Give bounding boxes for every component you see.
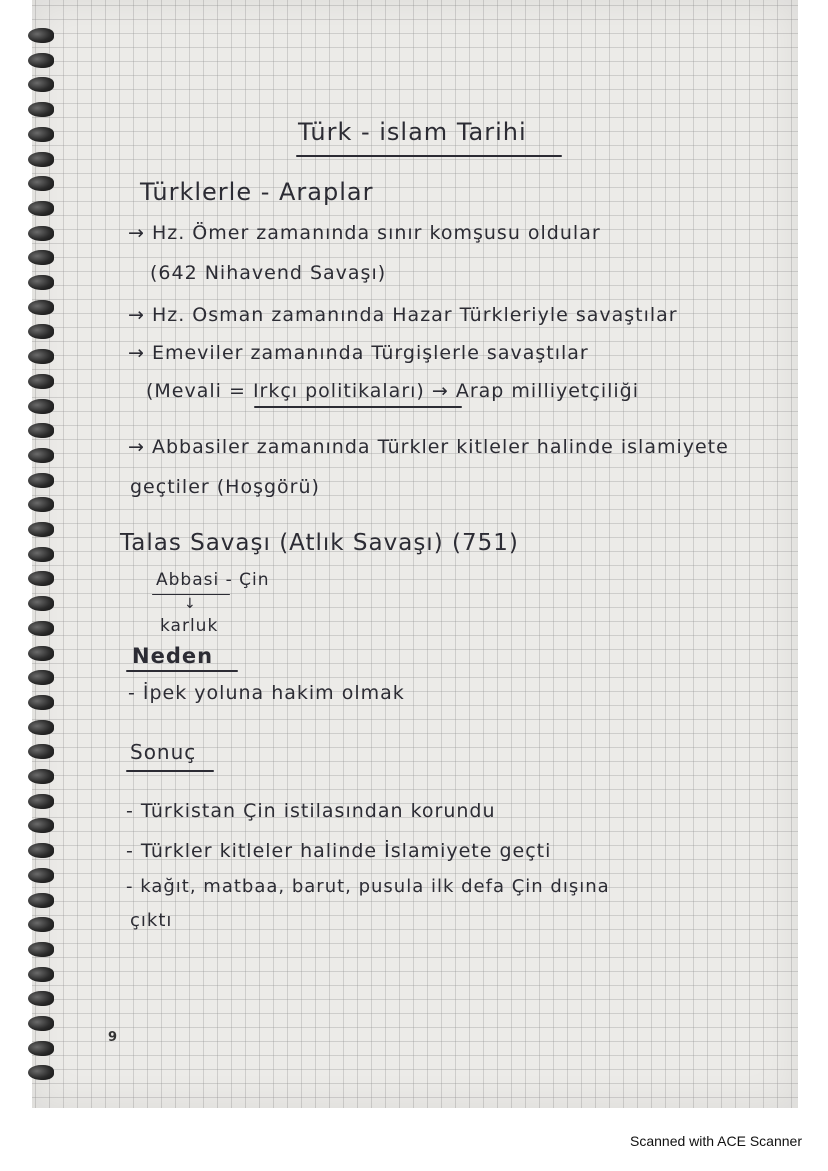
sides-bottom: karluk <box>160 616 219 636</box>
spiral-ring <box>28 868 54 883</box>
note-line: (642 Nihavend Savaşı) <box>150 262 387 284</box>
spiral-ring <box>28 720 54 735</box>
page-title: Türk - islam Tarihi <box>298 118 527 146</box>
section-heading: Türklerle - Araplar <box>140 178 374 206</box>
spiral-ring <box>28 1065 54 1080</box>
spiral-ring <box>28 571 54 586</box>
spiral-ring <box>28 1016 54 1031</box>
spiral-ring <box>28 102 54 117</box>
note-line: → Emeviler zamanında Türgişlerle savaştılar <box>128 342 589 364</box>
spiral-ring <box>28 176 54 191</box>
note-line: (Mevali = Irkçı politikaları) → Arap milliyetçiliği <box>146 380 640 402</box>
spiral-ring <box>28 77 54 92</box>
spiral-ring <box>28 744 54 759</box>
spiral-ring <box>28 843 54 858</box>
spiral-ring <box>28 917 54 932</box>
spiral-ring <box>28 152 54 167</box>
spiral-ring <box>28 473 54 488</box>
spiral-ring <box>28 596 54 611</box>
spiral-ring <box>28 374 54 389</box>
text-underline <box>254 406 462 408</box>
sonuc-item: - Türkler kitleler halinde İslamiyete geçti <box>126 840 552 862</box>
spiral-ring <box>28 399 54 414</box>
spiral-ring <box>28 448 54 463</box>
note-line: → Hz. Ömer zamanında sınır komşusu oldular <box>128 222 601 244</box>
spiral-ring <box>28 547 54 562</box>
spiral-ring <box>28 53 54 68</box>
spiral-ring <box>28 522 54 537</box>
spiral-ring <box>28 127 54 142</box>
spiral-ring <box>28 991 54 1006</box>
spiral-ring <box>28 893 54 908</box>
note-line: → Abbasiler zamanında Türkler kitleler halinde islamiyete <box>128 436 729 458</box>
spiral-ring <box>28 226 54 241</box>
spiral-ring <box>28 695 54 710</box>
spiral-ring <box>28 818 54 833</box>
spiral-ring <box>28 275 54 290</box>
down-arrow-icon: ↓ <box>184 596 197 612</box>
spiral-ring <box>28 794 54 809</box>
neden-item: - İpek yoluna hakim olmak <box>128 682 405 704</box>
sonuc-item: - kağıt, matbaa, barut, pusula ilk defa Çin dışına <box>126 876 610 897</box>
page-number: 9 <box>108 1030 118 1045</box>
sonuc-item: çıktı <box>130 910 173 931</box>
spiral-ring <box>28 967 54 982</box>
spiral-ring <box>28 621 54 636</box>
neden-underline <box>126 670 238 672</box>
spiral-ring <box>28 1041 54 1056</box>
spiral-ring <box>28 300 54 315</box>
spiral-ring <box>28 201 54 216</box>
title-underline <box>296 155 562 157</box>
neden-heading: Neden <box>132 644 214 668</box>
scanner-footer: Scanned with ACE Scanner <box>630 1133 802 1149</box>
spiral-ring <box>28 250 54 265</box>
note-line: → Hz. Osman zamanında Hazar Türkleriyle savaştılar <box>128 304 678 326</box>
spiral-binding <box>28 28 56 1108</box>
sonuc-heading: Sonuç <box>130 740 197 764</box>
sonuc-underline <box>126 770 214 772</box>
spiral-ring <box>28 942 54 957</box>
note-line: geçtiler (Hoşgörü) <box>130 476 320 498</box>
spiral-ring <box>28 423 54 438</box>
spiral-ring <box>28 670 54 685</box>
spiral-ring <box>28 324 54 339</box>
spiral-ring <box>28 349 54 364</box>
sides-underline <box>152 594 230 595</box>
spiral-ring <box>28 769 54 784</box>
sonuc-item: - Türkistan Çin istilasından korundu <box>126 800 496 822</box>
spiral-ring <box>28 28 54 43</box>
sides-top: Abbasi - Çin <box>156 570 270 590</box>
spiral-ring <box>28 497 54 512</box>
spiral-ring <box>28 646 54 661</box>
talas-heading: Talas Savaşı (Atlık Savaşı) (751) <box>120 530 519 556</box>
